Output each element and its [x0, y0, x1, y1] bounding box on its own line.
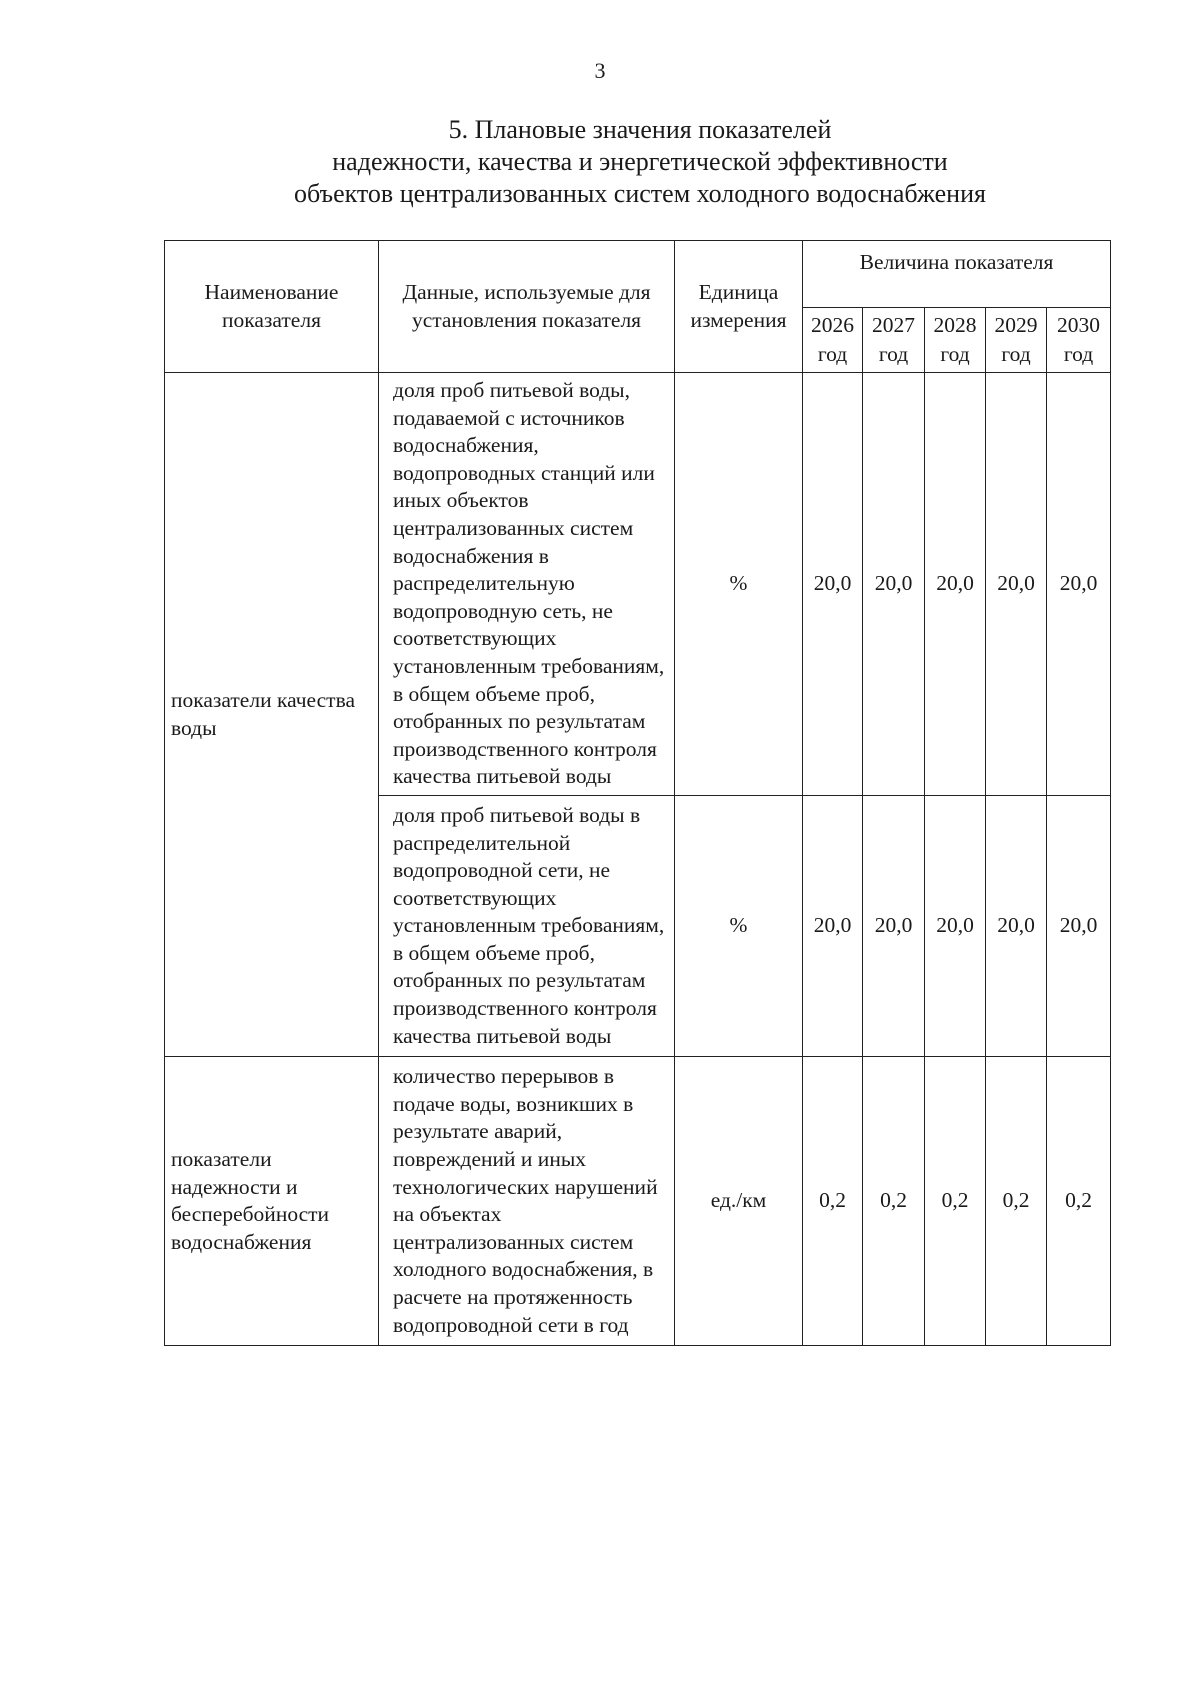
header-row: [165, 241, 1111, 308]
value-2029-cell: 20,0: [986, 795, 1047, 1056]
value-2030-cell: 0,2: [1047, 1057, 1111, 1346]
header-year-2027: [863, 308, 925, 373]
year-suffix: год: [817, 342, 848, 366]
value-2030-cell: 20,0: [1047, 795, 1111, 1056]
value-2029-cell: 0,2: [986, 1057, 1047, 1346]
section-title-line-1: 5. Плановые значения показателей: [448, 115, 832, 144]
header-year-2026: [803, 308, 863, 373]
year-number: 2027: [872, 313, 915, 337]
value-2027-cell: 20,0: [863, 373, 925, 796]
header-indicator-name: Наименование показателя: [165, 241, 379, 373]
header-year-2030: [1047, 308, 1111, 373]
value-2030-cell: 20,0: [1047, 373, 1111, 796]
indicators-table: [164, 240, 1111, 1346]
value-2027-cell: 0,2: [863, 1057, 925, 1346]
year-number: 2026: [811, 313, 854, 337]
unit-cell: %: [675, 373, 803, 796]
value-2026-cell: 20,0: [803, 795, 863, 1056]
value-2027-cell: 20,0: [863, 795, 925, 1056]
header-indicator-value: Величина показателя: [803, 241, 1111, 308]
value-2029-cell: 20,0: [986, 373, 1047, 796]
source-data-cell: количество перерывов в подаче воды, возникших в результате аварий, повреждений и иных технологических нарушений на объектах централизованных систем холодного водоснабжения, в расчете на протяженность водопроводной сети в год: [379, 1057, 675, 1346]
value-2028-cell: 20,0: [925, 373, 986, 796]
year-suffix: год: [878, 342, 909, 366]
unit-cell: %: [675, 795, 803, 1056]
indicator-name-cell: показатели качества воды: [165, 373, 379, 1057]
value-2026-cell: 20,0: [803, 373, 863, 796]
section-title-line-2: надежности, качества и энергетической эффективности: [332, 147, 948, 176]
source-data-cell: доля проб питьевой воды, подаваемой с источников водоснабжения, водопроводных станций или иных объектов централизованных систем водоснабжения в распределительную водопроводную сеть, не соответствующих установленным требованиям, в общем объеме проб, отобранных по результатам производственного контроля качества питьевой воды: [379, 373, 675, 796]
section-title: [150, 114, 1130, 210]
section-title-line-3: объектов централизованных систем холодного водоснабжения: [294, 179, 986, 208]
unit-cell: ед./км: [675, 1057, 803, 1346]
year-suffix: год: [1001, 342, 1031, 366]
source-data-cell: доля проб питьевой воды в распределительной водопроводной сети, не соответствующих установленным требованиям, в общем объеме проб, отобранных по результатам производственного контроля качества питьевой воды: [379, 795, 675, 1056]
table-row: [165, 373, 1111, 796]
year-number: 2028: [933, 313, 977, 337]
value-2026-cell: 0,2: [803, 1057, 863, 1346]
value-2028-cell: 20,0: [925, 795, 986, 1056]
header-unit: Единица измерения: [675, 241, 803, 373]
year-number: 2029: [994, 313, 1038, 337]
value-2028-cell: 0,2: [925, 1057, 986, 1346]
header-year-2028: [925, 308, 986, 373]
table-row: [165, 1057, 1111, 1346]
year-suffix: год: [1063, 342, 1094, 366]
year-suffix: год: [940, 342, 970, 366]
page-number: 3: [594, 58, 606, 83]
header-source-data: Данные, используемые для установления показателя: [379, 241, 675, 373]
indicator-name-cell: показатели надежности и бесперебойности водоснабжения: [165, 1057, 379, 1346]
header-year-2029: [986, 308, 1047, 373]
year-number: 2030: [1057, 313, 1101, 337]
